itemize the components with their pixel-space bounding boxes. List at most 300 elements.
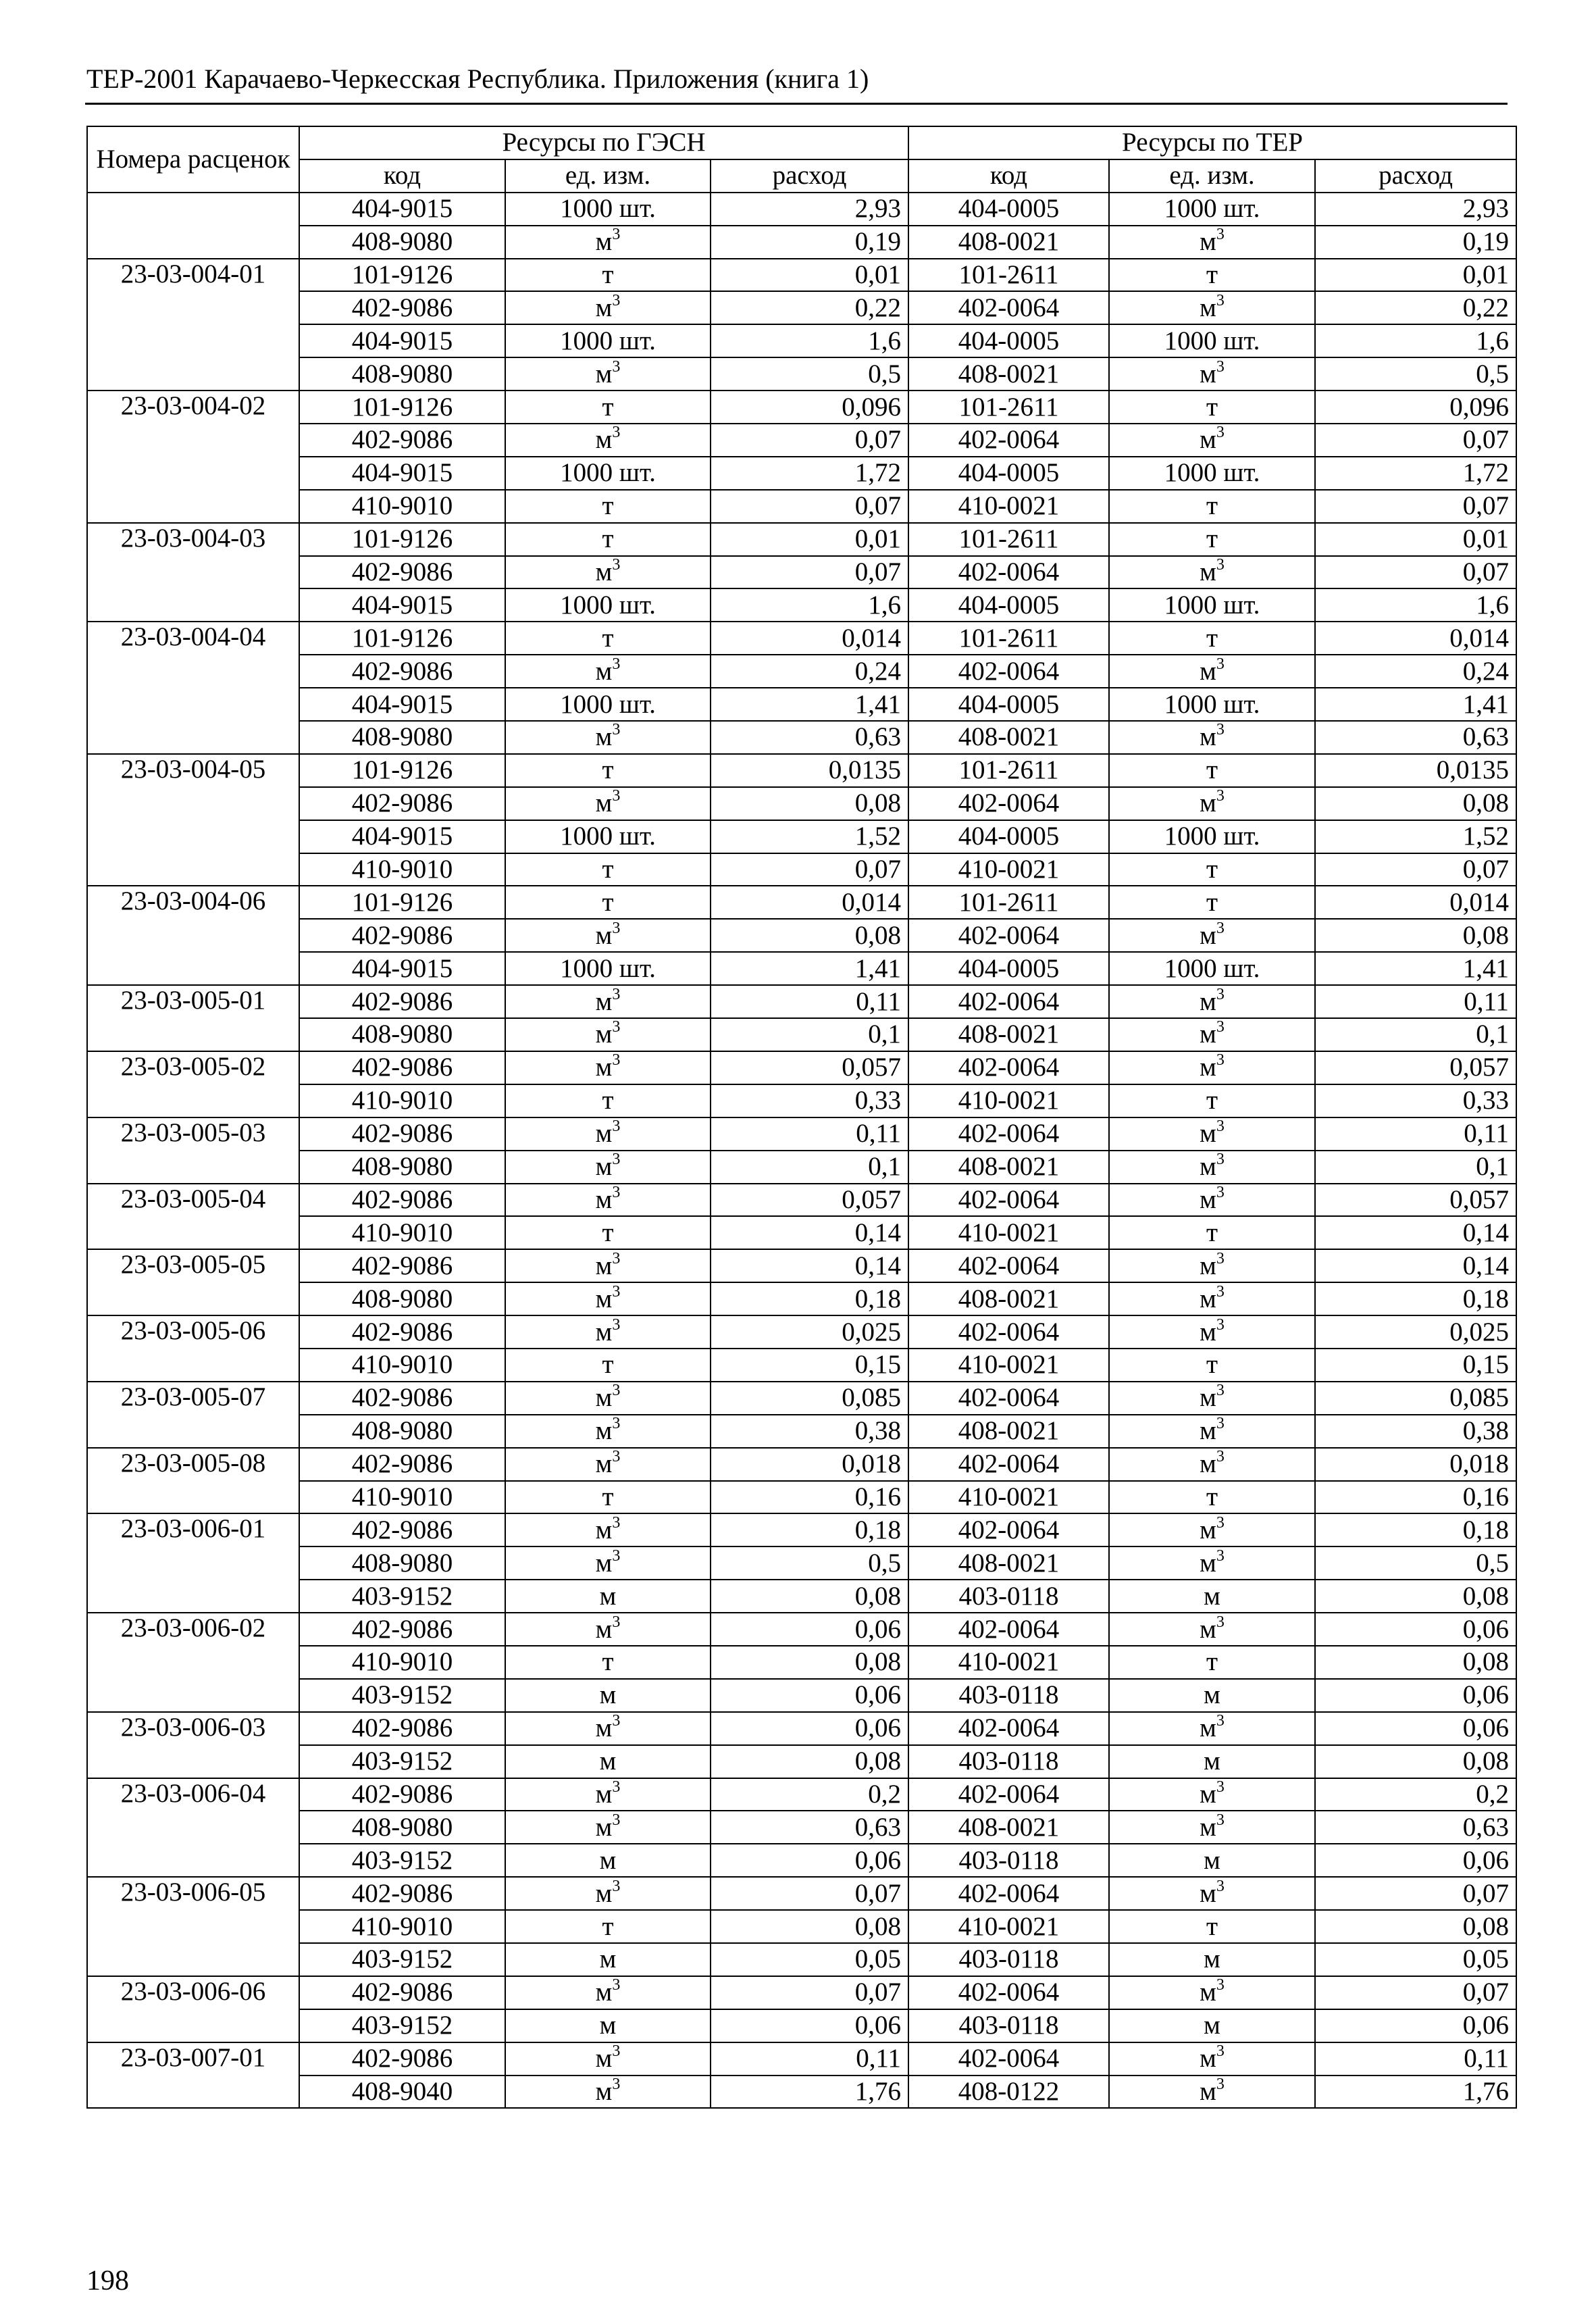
gesn-unit-cell: 1000 шт. [505,324,711,357]
superscript-cube: 3 [1216,1051,1225,1070]
table-row [87,1415,1516,1448]
gesn-qty-cell: 0,15 [711,1349,908,1382]
ter-code-cell: 408-0021 [908,226,1109,259]
superscript-cube: 3 [1216,1183,1225,1201]
ter-qty-cell: 2,93 [1315,193,1516,226]
gesn-code-cell: 408-9080 [299,357,505,391]
ter-unit-cell: $м^3$ [1109,291,1315,324]
table-row [87,1151,1516,1184]
ter-code-cell: 101-2611 [908,391,1109,424]
ter-qty-cell: 0,5 [1315,1546,1516,1580]
ter-code-cell: 410-0021 [908,1646,1109,1679]
table-row [87,1315,1516,1349]
superscript-cube: 3 [612,2042,621,2061]
ter-code-cell: 402-0064 [908,1613,1109,1646]
gesn-qty-cell: 0,18 [711,1513,908,1546]
rate-number-cell: 23-03-004-02 [87,391,299,523]
ter-qty-cell: 0,07 [1315,1976,1516,2009]
table-row [87,391,1516,424]
table-row [87,1811,1516,1844]
rate-number-cell: 23-03-005-04 [87,1184,299,1250]
superscript-cube: 3 [1216,1546,1225,1565]
ter-code-cell: 101-2611 [908,886,1109,919]
table-row [87,291,1516,324]
ter-unit-cell: $м^3$ [1109,919,1315,952]
gesn-code-cell: 408-9080 [299,1811,505,1844]
gesn-unit-cell: $м^3$ [505,1051,711,1084]
superscript-cube: 3 [612,1976,621,1994]
ter-code-cell: 402-0064 [908,1877,1109,1910]
gesn-unit-cell: $м^3$ [505,1249,711,1282]
ter-code-cell: 408-0021 [908,1811,1109,1844]
gesn-code-cell: 410-9010 [299,1349,505,1382]
ter-unit-cell: м [1109,1844,1315,1877]
table-row [87,622,1516,655]
ter-qty-cell: 1,52 [1315,820,1516,853]
superscript-cube: 3 [612,424,621,442]
superscript-cube: 3 [612,1448,621,1466]
gesn-qty-cell: 0,085 [711,1382,908,1415]
ter-code-cell: 408-0021 [908,357,1109,391]
ter-unit-cell: $м^3$ [1109,1415,1315,1448]
ter-code-cell: 404-0005 [908,688,1109,721]
superscript-cube: 3 [1216,2075,1225,2093]
gesn-code-cell: 408-9080 [299,1018,505,1051]
rate-number-cell: 23-03-006-06 [87,1976,299,2042]
ter-qty-cell: 0,11 [1315,985,1516,1018]
ter-code-cell: 402-0064 [908,1249,1109,1282]
ter-unit-cell: $м^3$ [1109,1249,1315,1282]
gesn-code-cell: 410-9010 [299,490,505,523]
superscript-cube: 3 [1216,424,1225,442]
table-row [87,1943,1516,1976]
ter-qty-cell: 0,08 [1315,1646,1516,1679]
table-row [87,1051,1516,1084]
table-row [87,226,1516,259]
gesn-qty-cell: 0,06 [711,1613,908,1646]
table-row [87,721,1516,754]
ter-unit-cell: т [1109,754,1315,787]
superscript-cube: 3 [612,1117,621,1136]
table-row [87,1877,1516,1910]
table-row [87,1580,1516,1613]
gesn-qty-cell: 0,018 [711,1448,908,1481]
ter-qty-header: расход [1315,159,1516,193]
ter-unit-cell: $м^3$ [1109,1448,1315,1481]
ter-code-cell: 408-0021 [908,1415,1109,1448]
table-row [87,919,1516,952]
ter-qty-cell: 0,08 [1315,1910,1516,1943]
rate-number-cell: 23-03-004-05 [87,754,299,886]
gesn-unit-cell: 1000 шт. [505,193,711,226]
ter-unit-cell: $м^3$ [1109,2076,1315,2109]
gesn-code-cell: 402-9086 [299,1117,505,1151]
ter-qty-cell: 0,08 [1315,1745,1516,1778]
superscript-cube: 3 [1216,1382,1225,1400]
gesn-unit-cell: $м^3$ [505,1315,711,1349]
table-row [87,1117,1516,1151]
ter-unit-cell: м [1109,1679,1315,1712]
ter-code-cell: 402-0064 [908,556,1109,589]
ter-unit-cell: $м^3$ [1109,1613,1315,1646]
ter-unit-cell: $м^3$ [1109,424,1315,457]
superscript-cube: 3 [1216,556,1225,574]
gesn-code-cell: 402-9086 [299,1877,505,1910]
gesn-code-cell: 404-9015 [299,688,505,721]
ter-qty-cell: 0,11 [1315,1117,1516,1151]
gesn-qty-header: расход [711,159,908,193]
superscript-cube: 3 [1216,1117,1225,1136]
superscript-cube: 3 [612,1811,621,1829]
gesn-unit-cell: т [505,391,711,424]
gesn-code-cell: 402-9086 [299,1778,505,1811]
superscript-cube: 3 [1216,919,1225,937]
gesn-qty-cell: 1,76 [711,2076,908,2109]
ter-unit-cell: $м^3$ [1109,721,1315,754]
ter-qty-cell: 1,41 [1315,688,1516,721]
superscript-cube: 3 [612,226,621,244]
ter-code-cell: 402-0064 [908,655,1109,688]
ter-code-cell: 403-0118 [908,1679,1109,1712]
gesn-qty-cell: 0,24 [711,655,908,688]
ter-unit-cell: $м^3$ [1109,1877,1315,1910]
ter-unit-cell: 1000 шт. [1109,820,1315,853]
gesn-code-cell: 408-9040 [299,2076,505,2109]
ter-qty-cell: 1,76 [1315,2076,1516,2109]
ter-code-cell: 408-0021 [908,1546,1109,1580]
rate-number-cell: 23-03-005-03 [87,1117,299,1184]
gesn-unit-cell: т [505,259,711,292]
gesn-unit-cell: 1000 шт. [505,952,711,985]
ter-unit-cell: $м^3$ [1109,226,1315,259]
ter-unit-cell: м [1109,2009,1315,2042]
gesn-qty-cell: 1,41 [711,688,908,721]
table-row [87,1613,1516,1646]
ter-qty-cell: 0,5 [1315,357,1516,391]
ter-unit-cell: $м^3$ [1109,655,1315,688]
gesn-qty-cell: 0,63 [711,721,908,754]
ter-unit-cell: 1000 шт. [1109,588,1315,622]
table-row [87,985,1516,1018]
superscript-cube: 3 [612,1249,621,1267]
gesn-unit-cell: м [505,2009,711,2042]
ter-unit-cell: т [1109,1481,1315,1514]
gesn-unit-cell: $м^3$ [505,1546,711,1580]
table-row [87,1910,1516,1943]
gesn-unit-cell: м [505,1679,711,1712]
ter-code-cell: 402-0064 [908,291,1109,324]
ter-qty-cell: 0,1 [1315,1151,1516,1184]
ter-unit-cell: $м^3$ [1109,1315,1315,1349]
ter-qty-cell: 0,15 [1315,1349,1516,1382]
gesn-qty-cell: 0,08 [711,1910,908,1943]
table-row [87,1481,1516,1514]
gesn-qty-cell: 0,057 [711,1184,908,1217]
rate-number-cell [87,193,299,259]
gesn-resources-header: Ресурсы по ГЭСН [299,126,908,159]
table-row [87,853,1516,886]
ter-qty-cell: 0,057 [1315,1184,1516,1217]
ter-code-cell: 404-0005 [908,457,1109,490]
gesn-code-cell: 402-9086 [299,1976,505,2009]
table-row [87,1184,1516,1217]
ter-code-cell: 402-0064 [908,1382,1109,1415]
gesn-qty-cell: 0,11 [711,2042,908,2076]
ter-unit-cell: $м^3$ [1109,1282,1315,1315]
ter-qty-cell: 0,05 [1315,1943,1516,1976]
gesn-unit-cell: $м^3$ [505,1513,711,1546]
ter-code-cell: 410-0021 [908,490,1109,523]
ter-unit-cell: т [1109,523,1315,556]
gesn-qty-cell: 0,1 [711,1018,908,1051]
gesn-code-cell: 402-9086 [299,1513,505,1546]
gesn-unit-cell: м [505,1844,711,1877]
table-row [87,1513,1516,1546]
ter-unit-cell: т [1109,1349,1315,1382]
ter-code-header: код [908,159,1109,193]
ter-qty-cell: 0,06 [1315,2009,1516,2042]
gesn-code-cell: 404-9015 [299,193,505,226]
superscript-cube: 3 [1216,1315,1225,1334]
ter-unit-header: ед. изм. [1109,159,1315,193]
gesn-code-cell: 402-9086 [299,291,505,324]
gesn-code-cell: 403-9152 [299,1679,505,1712]
gesn-qty-cell: 0,014 [711,886,908,919]
gesn-qty-cell: 0,22 [711,291,908,324]
gesn-unit-cell: $м^3$ [505,2042,711,2076]
gesn-unit-cell: $м^3$ [505,721,711,754]
gesn-unit-cell: 1000 шт. [505,688,711,721]
gesn-unit-cell: $м^3$ [505,424,711,457]
gesn-code-cell: 410-9010 [299,1910,505,1943]
gesn-code-cell: 402-9086 [299,1382,505,1415]
gesn-unit-cell: т [505,523,711,556]
gesn-qty-cell: 0,19 [711,226,908,259]
superscript-cube: 3 [1216,1018,1225,1036]
gesn-code-cell: 408-9080 [299,1151,505,1184]
gesn-qty-cell: 1,41 [711,952,908,985]
ter-qty-cell: 0,06 [1315,1712,1516,1745]
ter-code-cell: 408-0021 [908,721,1109,754]
gesn-qty-cell: 0,07 [711,1976,908,2009]
superscript-cube: 3 [1216,1448,1225,1466]
table-row [87,1282,1516,1315]
gesn-qty-cell: 2,93 [711,193,908,226]
ter-unit-cell: 1000 шт. [1109,324,1315,357]
table-row [87,357,1516,391]
ter-qty-cell: 0,1 [1315,1018,1516,1051]
gesn-code-cell: 410-9010 [299,1216,505,1249]
ter-unit-cell: $м^3$ [1109,556,1315,589]
ter-unit-cell: $м^3$ [1109,1546,1315,1580]
ter-qty-cell: 0,22 [1315,291,1516,324]
gesn-qty-cell: 0,5 [711,1546,908,1580]
gesn-code-cell: 404-9015 [299,457,505,490]
ter-code-cell: 402-0064 [908,1976,1109,2009]
ter-qty-cell: 0,06 [1315,1844,1516,1877]
gesn-unit-cell: т [505,754,711,787]
ter-unit-cell: $м^3$ [1109,357,1315,391]
gesn-code-cell: 101-9126 [299,523,505,556]
ter-code-cell: 403-0118 [908,2009,1109,2042]
ter-unit-cell: т [1109,853,1315,886]
table-row [87,1679,1516,1712]
ter-qty-cell: 0,07 [1315,556,1516,589]
superscript-cube: 3 [612,1183,621,1201]
ter-qty-cell: 0,01 [1315,259,1516,292]
gesn-qty-cell: 0,38 [711,1415,908,1448]
superscript-cube: 3 [612,2075,621,2093]
ter-code-cell: 402-0064 [908,1448,1109,1481]
gesn-code-cell: 408-9080 [299,1546,505,1580]
ter-code-cell: 402-0064 [908,1315,1109,1349]
gesn-code-cell: 410-9010 [299,1084,505,1117]
gesn-code-cell: 410-9010 [299,1646,505,1679]
gesn-unit-cell: т [505,1481,711,1514]
gesn-code-cell: 402-9086 [299,1184,505,1217]
gesn-unit-cell: м [505,1943,711,1976]
gesn-unit-cell: 1000 шт. [505,588,711,622]
gesn-unit-cell: $м^3$ [505,655,711,688]
table-row [87,1712,1516,1745]
superscript-cube: 3 [612,919,621,937]
superscript-cube: 3 [612,787,621,805]
gesn-code-cell: 101-9126 [299,259,505,292]
gesn-qty-cell: 0,096 [711,391,908,424]
table-row [87,1382,1516,1415]
ter-code-cell: 410-0021 [908,1084,1109,1117]
ter-qty-cell: 0,33 [1315,1084,1516,1117]
ter-qty-cell: 0,01 [1315,523,1516,556]
ter-unit-cell: $м^3$ [1109,1712,1315,1745]
gesn-code-cell: 402-9086 [299,919,505,952]
ter-qty-cell: 0,07 [1315,1877,1516,1910]
gesn-code-cell: 404-9015 [299,324,505,357]
rate-number-cell: 23-03-006-04 [87,1778,299,1878]
ter-code-cell: 402-0064 [908,919,1109,952]
gesn-qty-cell: 0,06 [711,1844,908,1877]
gesn-unit-cell: $м^3$ [505,1282,711,1315]
table-row [87,1349,1516,1382]
gesn-code-cell: 402-9086 [299,1315,505,1349]
rate-number-cell: 23-03-004-06 [87,886,299,985]
table-row [87,1546,1516,1580]
table-row [87,556,1516,589]
superscript-cube: 3 [612,1415,621,1433]
ter-code-cell: 402-0064 [908,787,1109,820]
header-rule [85,103,1508,105]
ter-unit-cell: м [1109,1745,1315,1778]
gesn-unit-cell: 1000 шт. [505,820,711,853]
superscript-cube: 3 [612,1018,621,1036]
ter-qty-cell: 0,07 [1315,490,1516,523]
gesn-qty-cell: 0,08 [711,787,908,820]
superscript-cube: 3 [1216,1613,1225,1631]
ter-unit-cell: 1000 шт. [1109,688,1315,721]
table-row [87,1745,1516,1778]
ter-qty-cell: 0,16 [1315,1481,1516,1514]
gesn-qty-cell: 0,06 [711,1712,908,1745]
table-row [87,2009,1516,2042]
superscript-cube: 3 [612,1778,621,1796]
superscript-cube: 3 [612,1382,621,1400]
gesn-code-cell: 402-9086 [299,1448,505,1481]
gesn-qty-cell: 0,07 [711,490,908,523]
ter-code-cell: 403-0118 [908,1745,1109,1778]
ter-qty-cell: 0,08 [1315,787,1516,820]
rate-number-cell: 23-03-007-01 [87,2042,299,2109]
ter-code-cell: 101-2611 [908,622,1109,655]
superscript-cube: 3 [612,556,621,574]
ter-code-cell: 402-0064 [908,424,1109,457]
rate-number-cell: 23-03-006-05 [87,1877,299,1976]
gesn-qty-cell: 0,08 [711,1580,908,1613]
ter-unit-cell: $м^3$ [1109,1513,1315,1546]
superscript-cube: 3 [612,357,621,376]
gesn-qty-cell: 0,07 [711,1877,908,1910]
superscript-cube: 3 [1216,1249,1225,1267]
page-number: 198 [86,2265,129,2296]
superscript-cube: 3 [1216,2042,1225,2061]
gesn-unit-cell: $м^3$ [505,226,711,259]
ter-unit-cell: $м^3$ [1109,1778,1315,1811]
superscript-cube: 3 [612,291,621,309]
ter-qty-cell: 0,11 [1315,2042,1516,2076]
ter-qty-cell: 0,025 [1315,1315,1516,1349]
gesn-unit-cell: $м^3$ [505,919,711,952]
rate-number-cell: 23-03-005-06 [87,1315,299,1382]
ter-qty-cell: 1,6 [1315,588,1516,622]
ter-code-cell: 402-0064 [908,1184,1109,1217]
gesn-unit-cell: т [505,1216,711,1249]
ter-code-cell: 410-0021 [908,1349,1109,1382]
gesn-code-cell: 101-9126 [299,754,505,787]
ter-code-cell: 410-0021 [908,1910,1109,1943]
gesn-qty-cell: 1,52 [711,820,908,853]
superscript-cube: 3 [612,1513,621,1532]
table-row [87,754,1516,787]
gesn-qty-cell: 0,08 [711,1745,908,1778]
table-row [87,1844,1516,1877]
gesn-qty-cell: 0,1 [711,1151,908,1184]
gesn-qty-cell: 1,6 [711,324,908,357]
ter-code-cell: 402-0064 [908,2042,1109,2076]
table-row [87,952,1516,985]
table-row [87,655,1516,688]
gesn-qty-cell: 0,06 [711,2009,908,2042]
ter-unit-cell: т [1109,259,1315,292]
gesn-unit-cell: т [505,1084,711,1117]
ter-qty-cell: 0,19 [1315,226,1516,259]
gesn-qty-cell: 0,0135 [711,754,908,787]
superscript-cube: 3 [1216,291,1225,309]
gesn-code-cell: 101-9126 [299,886,505,919]
ter-qty-cell: 0,18 [1315,1282,1516,1315]
superscript-cube: 3 [612,1151,621,1169]
gesn-unit-cell: $м^3$ [505,1976,711,2009]
ter-code-cell: 408-0021 [908,1282,1109,1315]
gesn-code-cell: 402-9086 [299,1051,505,1084]
superscript-cube: 3 [612,985,621,1003]
ter-code-cell: 402-0064 [908,1117,1109,1151]
gesn-qty-cell: 0,08 [711,919,908,952]
superscript-cube: 3 [1216,1976,1225,1994]
table-row [87,1448,1516,1481]
table-row [87,588,1516,622]
gesn-qty-cell: 0,63 [711,1811,908,1844]
ter-unit-cell: т [1109,391,1315,424]
table-row [87,787,1516,820]
